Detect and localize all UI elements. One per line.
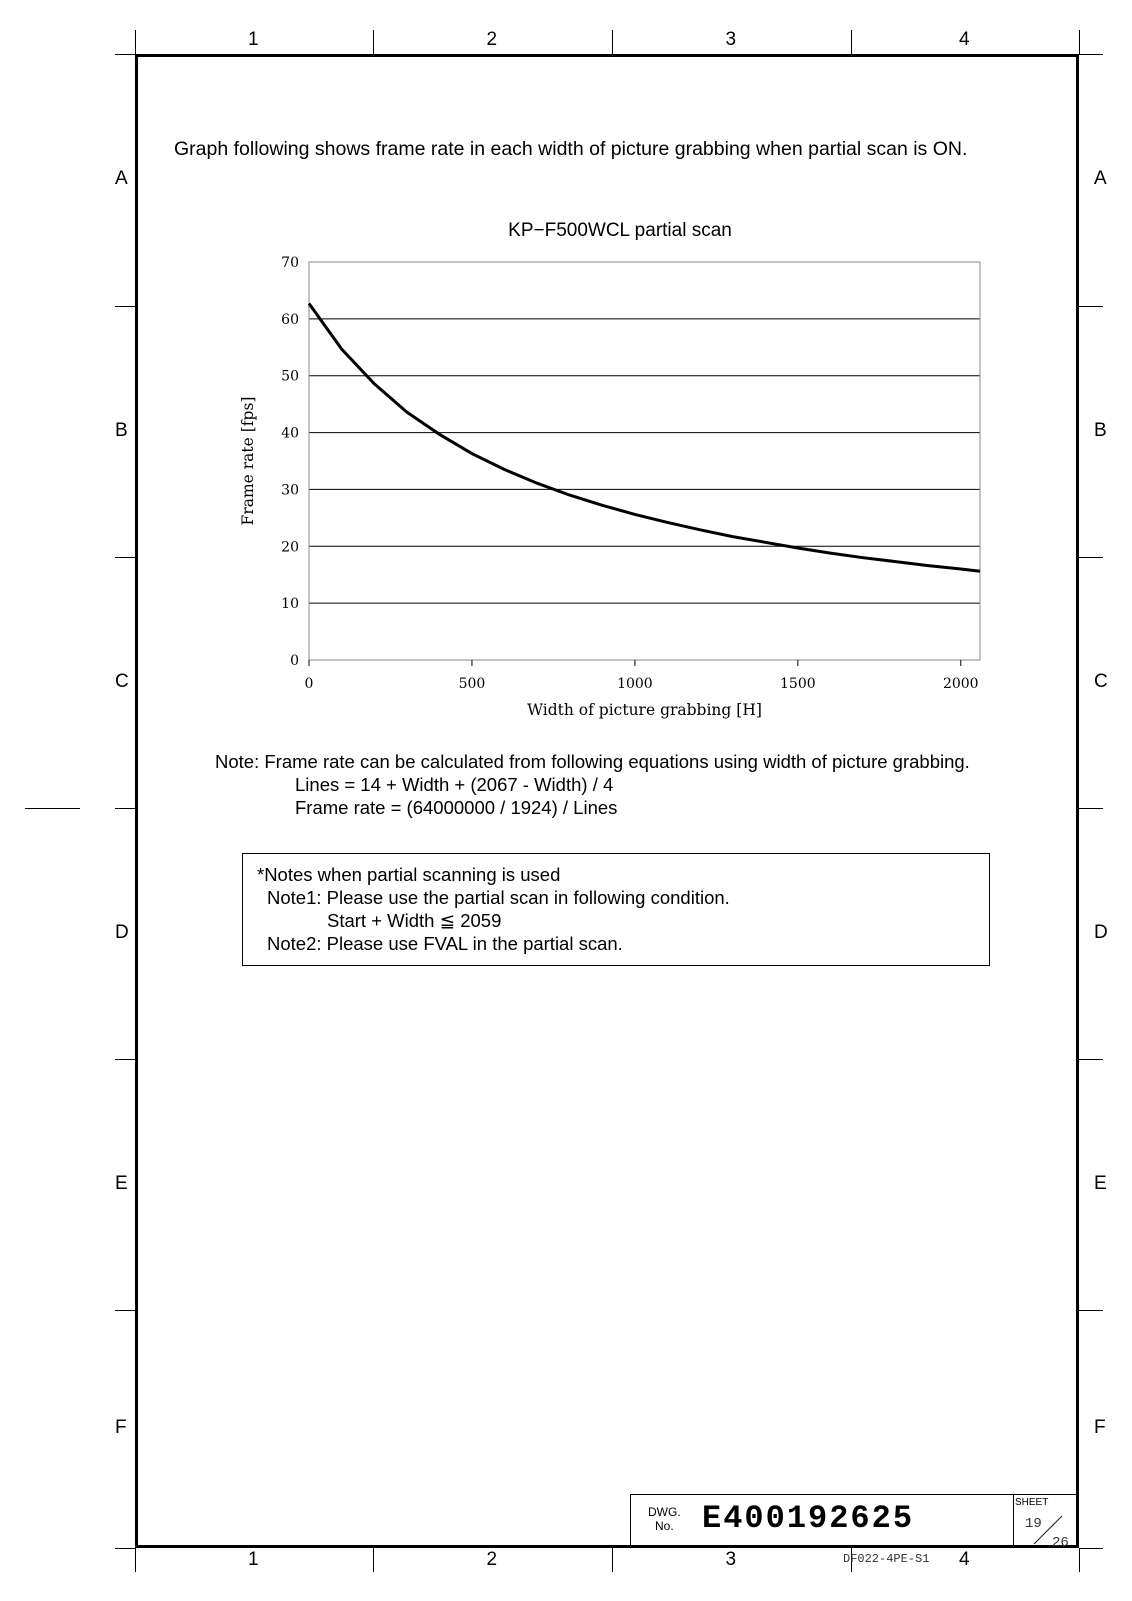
zone-tick (115, 1548, 135, 1549)
zone-row-label: C (115, 670, 129, 692)
y-tick-label: 30 (281, 482, 299, 499)
y-axis-label: Frame rate [fps] (239, 396, 257, 526)
y-tick-label: 70 (281, 255, 299, 271)
note1: Note1: Please use the partial scan in following condition. (267, 887, 730, 908)
note-line: Note: Frame rate can be calculated from following equations using width of picture grabbing. (215, 751, 970, 772)
note2: Note2: Please use FVAL in the partial scan. (267, 933, 623, 954)
y-tick-label: 50 (281, 368, 299, 385)
chart-title: KP−F500WCL partial scan (508, 220, 732, 241)
dwg-label-line1: DWG. (648, 1505, 681, 1519)
y-tick-label: 0 (290, 653, 299, 669)
plot-area (309, 262, 980, 660)
x-tick-label: 1000 (617, 676, 653, 692)
zone-column-label: 1 (248, 29, 259, 50)
zone-tick (115, 1059, 135, 1060)
zone-row-label: B (1094, 419, 1107, 441)
x-tick-label: 2000 (942, 676, 979, 692)
zone-tick (373, 30, 374, 54)
zone-tick (115, 557, 135, 558)
x-tick-label: 500 (458, 676, 486, 692)
dwg-no-label (648, 1505, 681, 1533)
frame-rate-curve (309, 304, 980, 572)
zone-row-label: A (1094, 168, 1107, 189)
centering-mark (25, 808, 80, 809)
zone-row-label: A (115, 168, 128, 189)
note1-condition: Start + Width ≦ 2059 (327, 910, 502, 931)
x-axis-ticks (305, 660, 979, 692)
y-axis-ticks (281, 255, 299, 669)
y-tick-label: 40 (281, 425, 299, 442)
zone-tick (135, 1548, 136, 1572)
zone-row-label: E (1094, 1172, 1107, 1194)
zone-tick (851, 30, 852, 54)
zone-tick (1079, 306, 1103, 307)
sheet-label: SHEET (1015, 1497, 1049, 1508)
zone-column-label: 3 (725, 29, 737, 50)
y-tick-label: 20 (281, 539, 299, 556)
zone-tick (115, 1310, 135, 1311)
zone-row-label: D (1094, 921, 1108, 943)
zone-row-label: F (115, 1417, 127, 1438)
zone-column-label: 2 (486, 29, 498, 50)
y-tick-label: 60 (281, 311, 299, 328)
zone-tick (135, 30, 136, 54)
zone-tick (1079, 808, 1103, 809)
frame-rate-equation: Frame rate = (64000000 / 1924) / Lines (295, 797, 618, 818)
x-tick-label: 1500 (780, 676, 816, 692)
zone-tick (1079, 1059, 1103, 1060)
zone-column-label: 4 (959, 1549, 970, 1570)
y-tick-label: 10 (281, 596, 299, 613)
zone-tick (1079, 54, 1103, 55)
zone-tick (612, 1548, 613, 1572)
x-tick-label: 0 (304, 676, 314, 692)
zone-row-label: B (115, 419, 128, 441)
zone-row-label: F (1094, 1417, 1106, 1438)
drawing-number: E400192625 (702, 1500, 915, 1537)
zone-column-label: 4 (959, 29, 970, 50)
dwg-label-line2: No. (654, 1519, 674, 1533)
equation-notes (215, 750, 970, 819)
zone-tick (1079, 1548, 1103, 1549)
zone-tick (1079, 30, 1080, 54)
zone-tick (1079, 557, 1103, 558)
sheet-total: 26 (1052, 1535, 1069, 1551)
lines-equation: Lines = 14 + Width + (2067 - Width) / 4 (295, 774, 614, 795)
frame-rate-chart (215, 205, 995, 725)
zone-tick (115, 808, 135, 809)
zone-tick (1079, 1548, 1080, 1572)
zone-tick (115, 54, 135, 55)
zone-column-label: 2 (486, 1549, 498, 1570)
partial-scan-notes-box (242, 853, 990, 966)
zone-row-label: E (115, 1172, 128, 1194)
zone-tick (115, 306, 135, 307)
sheet-number: 19 (1025, 1516, 1042, 1532)
zone-column-label: 3 (725, 1549, 737, 1570)
notes-heading: *Notes when partial scanning is used (257, 864, 561, 885)
zone-column-label: 1 (248, 1549, 259, 1570)
zone-tick (1079, 1310, 1103, 1311)
zone-row-label: D (115, 921, 129, 943)
zone-tick (612, 30, 613, 54)
x-axis-label: Width of picture grabbing [H] (527, 701, 762, 719)
intro-text: Graph following shows frame rate in each width of picture grabbing when partial scan is ON. (174, 138, 968, 160)
zone-tick (373, 1548, 374, 1572)
zone-row-label: C (1094, 670, 1108, 692)
form-code: DF022-4PE-S1 (843, 1552, 930, 1566)
